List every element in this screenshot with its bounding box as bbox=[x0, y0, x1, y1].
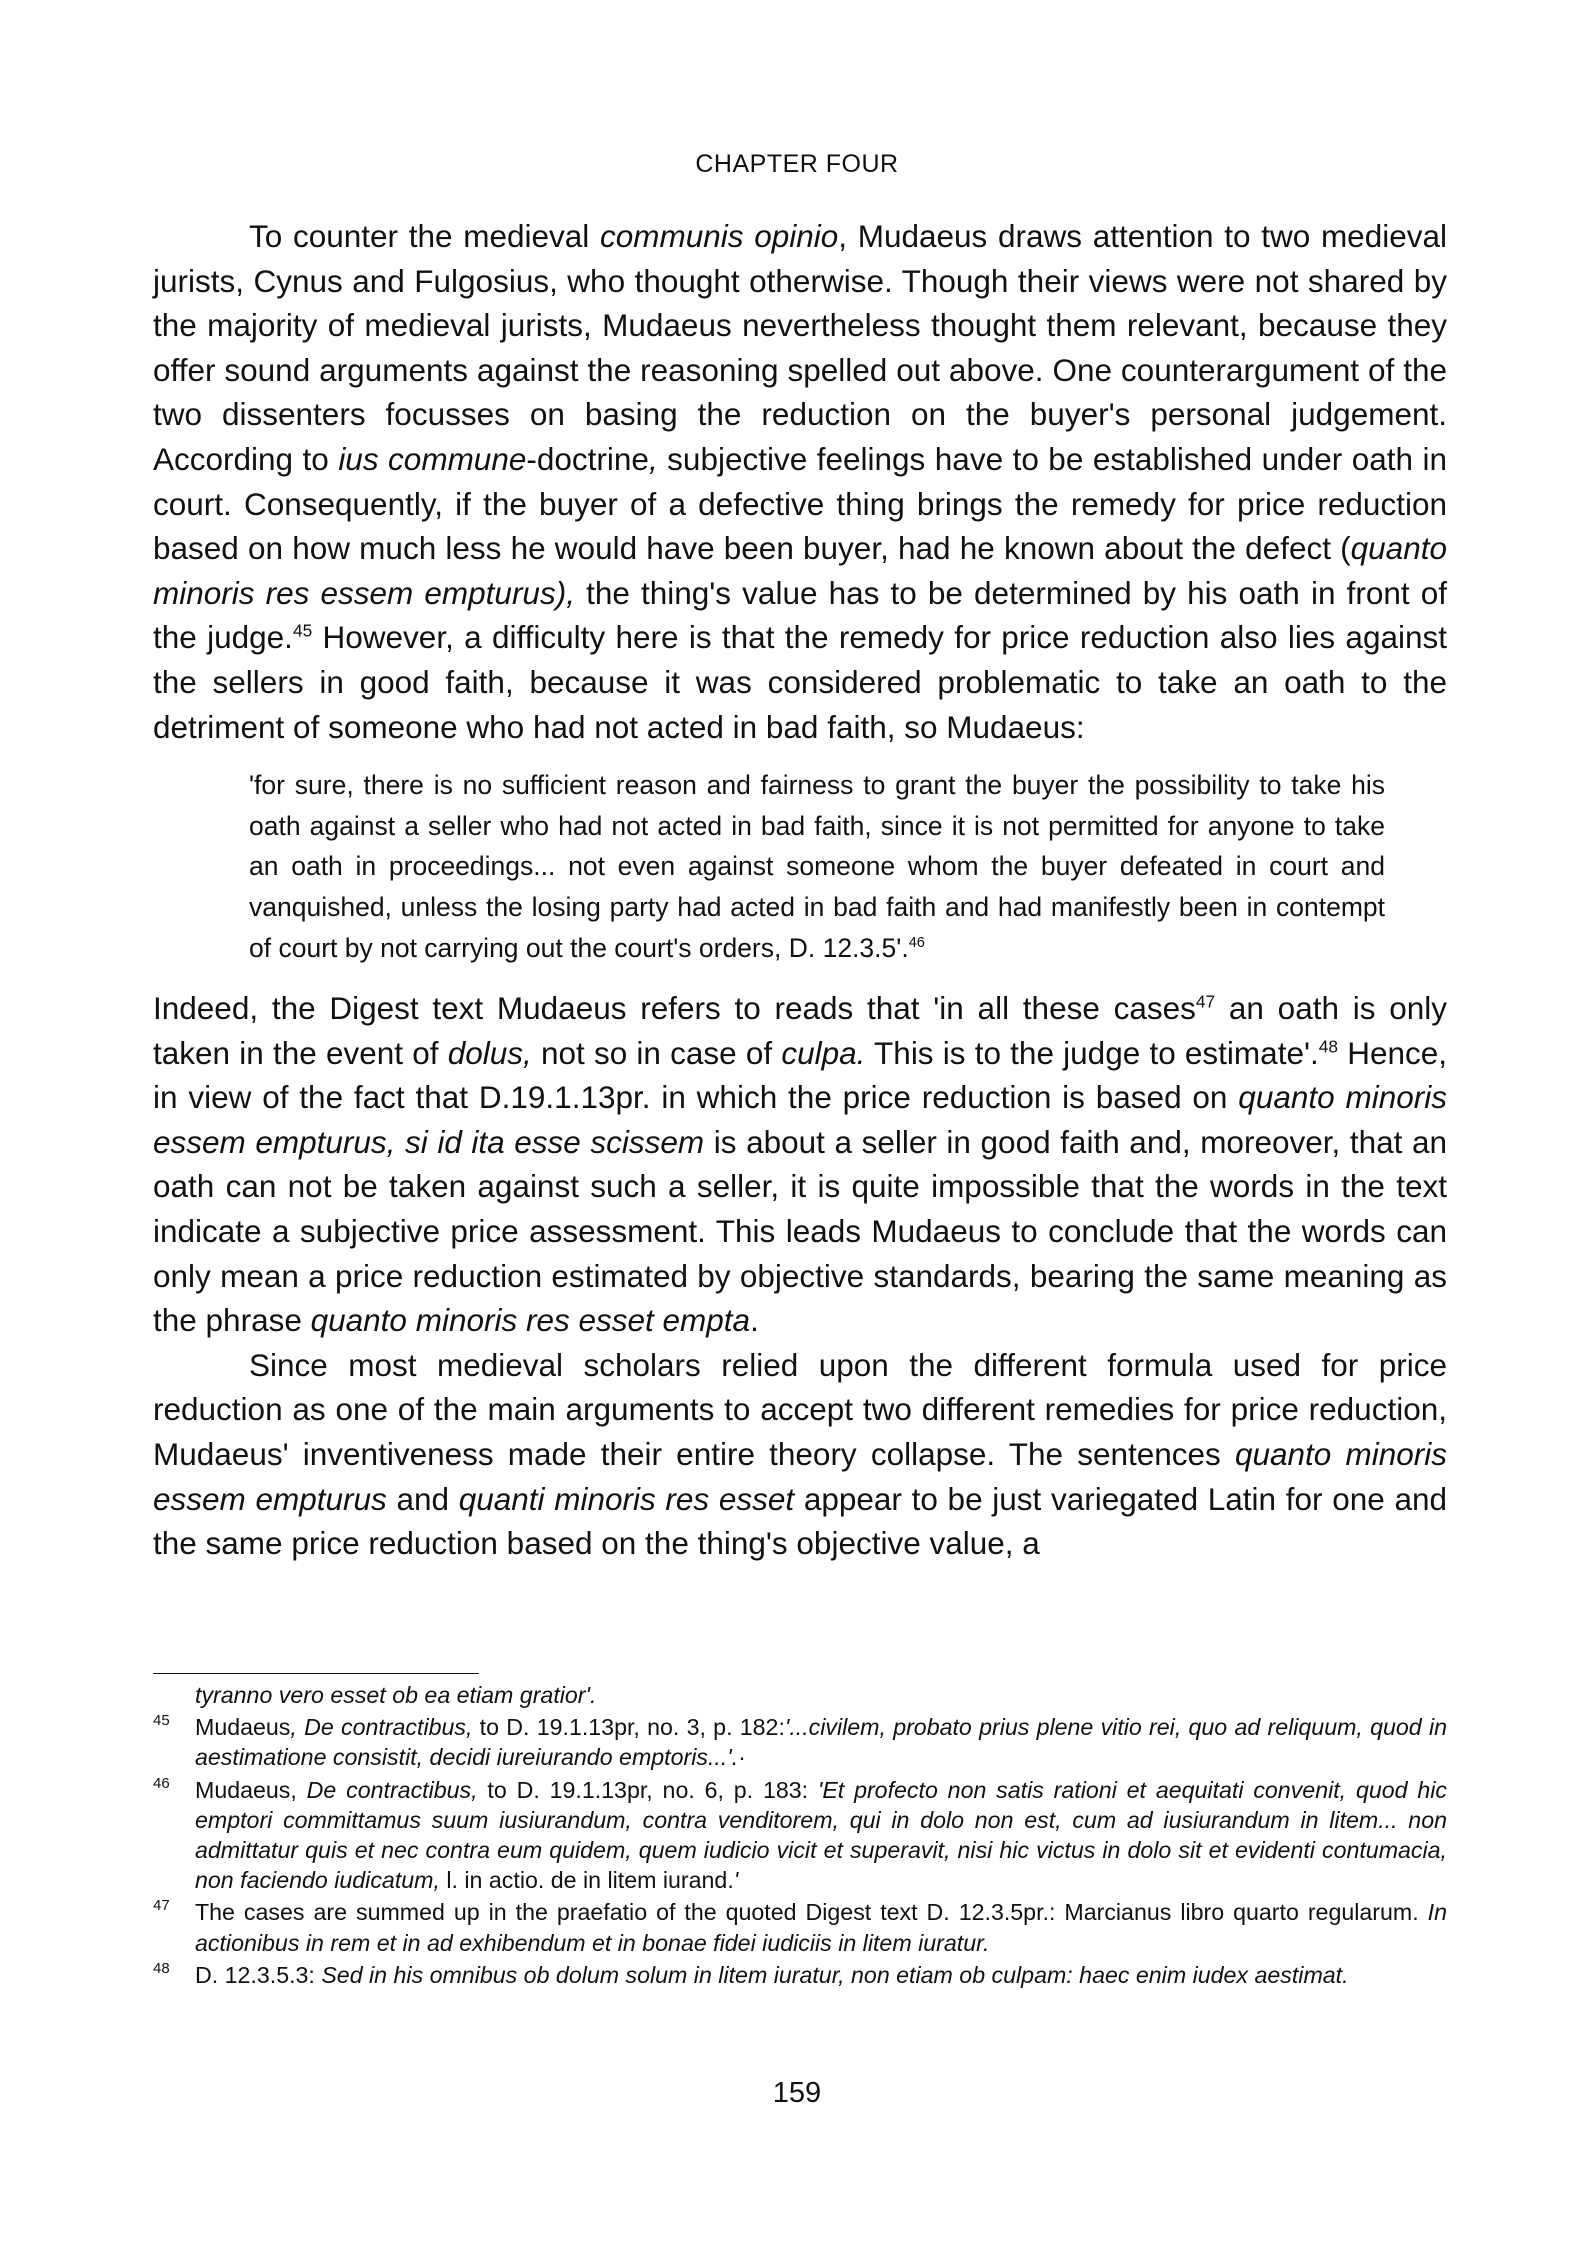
quote-text: 'for sure, there is no sufficient reason and fairness to grant the buyer the possibility to take his oath against a seller who had not acted in bad faith, since it is not permitted for anyone to take an oath in proceedings... not even against someone whom the buyer defeated in court and vanquished, unless the losing party had acted in bad faith and had manifestly been in contempt of court by not carrying out the court's orders, D. 12.3.5'. bbox=[249, 770, 1385, 963]
footnotes bbox=[153, 1680, 1447, 1992]
text-span: l. in actio. de in litem iurand. bbox=[439, 1867, 734, 1894]
italic-term: quanto minoris res esset empta bbox=[310, 1302, 751, 1339]
text-span: subjective feelings have to be established under oath in court. Consequently, if the buyer of a defective thing brings the remedy for price reduction based on how much less he would have been buyer, had he known about the defect ( bbox=[153, 440, 1448, 567]
text-span: · bbox=[738, 1744, 746, 1771]
text-span: to D. 19.1.13pr, no. 6, p. 183: bbox=[477, 1776, 818, 1803]
italic-term: , De contractibus, bbox=[290, 1714, 473, 1741]
footnote-ref[interactable]: 47 bbox=[1195, 991, 1216, 1012]
paragraph bbox=[153, 214, 1447, 749]
italic-term: dolus, bbox=[447, 1034, 532, 1071]
italic-term: De contractibus, bbox=[306, 1776, 478, 1803]
text-span: appear to be just variegated Latin for one and the same price reduction based on the thing's objective value, a bbox=[153, 1480, 1447, 1562]
footnote-number: 47 bbox=[153, 1897, 170, 1915]
page-number: 159 bbox=[772, 2077, 822, 2109]
text-span: The cases are summed up in the praefatio of the quoted Digest text D. 12.3.5pr.: Marcianus libro quarto regularum. bbox=[195, 1899, 1428, 1926]
text-span: D. 12.3.5.3: bbox=[195, 1961, 322, 1988]
italic-term: In actionibus in rem et in ad exhibendum et in bonae fidei iudiciis in litem iuratur. bbox=[195, 1899, 1447, 1956]
italic-term: ' bbox=[733, 1867, 739, 1894]
italic-term: ius commune bbox=[338, 440, 527, 477]
text-span: to D. 19.1.13pr, no. 3, p. 182: bbox=[472, 1714, 785, 1741]
text-span: an oath is only taken in the event of bbox=[153, 990, 1447, 1071]
footnote-number: 48 bbox=[153, 1959, 170, 1977]
text-span: To counter the medieval bbox=[249, 218, 600, 254]
text-span: Hence, in view of the fact that D.19.1.13pr. in which the price reduction is based on bbox=[153, 1034, 1448, 1116]
text-span: and bbox=[386, 1480, 459, 1517]
italic-term: , bbox=[648, 440, 658, 477]
italic-term: Sed in his omnibus ob dolum solum in litem iuratur, non etiam ob culpam: haec enim iudex aestimat. bbox=[321, 1961, 1349, 1988]
text-span: This is to the judge to estimate'. bbox=[865, 1034, 1319, 1071]
running-head: CHAPTER FOUR bbox=[695, 150, 899, 178]
text-span: the thing's value has to be determined by his oath in front of the judge. bbox=[153, 574, 1447, 656]
footnote-continued bbox=[153, 1680, 1447, 1710]
italic-term: quanto minoris essem empturus, si id ita esse scissem bbox=[153, 1079, 1447, 1160]
italic-term: tyranno vero esset ob ea etiam gratior'. bbox=[195, 1682, 597, 1708]
text-span: -doctrine bbox=[526, 440, 649, 477]
text-span: Mudaeus bbox=[195, 1714, 291, 1741]
text-span: . bbox=[750, 1302, 759, 1339]
paragraph bbox=[153, 1343, 1447, 1566]
italic-term: ), bbox=[555, 574, 575, 611]
footnote-46 bbox=[153, 1775, 1447, 1896]
footnote-48 bbox=[153, 1960, 1447, 1990]
italic-term: culpa. bbox=[781, 1034, 866, 1071]
footnote-number: 45 bbox=[153, 1712, 170, 1730]
footnote-47 bbox=[153, 1897, 1447, 1957]
text-span: Since most medieval scholars relied upon the different formula used for price reduction as one of the main arguments to accept two different remedies for price reduction, Mudaeus' inventiveness made their entire theory collapse. The sentences bbox=[153, 1346, 1447, 1473]
footnote-divider bbox=[153, 1673, 479, 1674]
body-text bbox=[153, 214, 1447, 1566]
footnote-ref[interactable]: 46 bbox=[908, 934, 925, 951]
footnote-45 bbox=[153, 1712, 1447, 1772]
text-span: Indeed, the Digest text Mudaeus refers to reads that 'in all these cases bbox=[153, 990, 1196, 1027]
paragraph bbox=[153, 986, 1447, 1343]
italic-term: quanto minoris res essem empturus bbox=[153, 530, 1447, 611]
footnote-ref[interactable]: 48 bbox=[1318, 1036, 1338, 1057]
text-span: Mudaeus, bbox=[195, 1776, 307, 1803]
italic-term: '...civilem, probato prius plene vitio rei, quo ad reliquum, quod in aestimatione consistit, decidi iureiurando emptoris...'. bbox=[195, 1714, 1447, 1771]
text-span: However, a difficulty here is that the remedy for price reduction also lies against the sellers in good faith, because it was considered problematic to take an oath to the detriment of someone who had not acted in bad faith, so Mudaeus: bbox=[153, 619, 1447, 745]
footnote-ref[interactable]: 45 bbox=[292, 620, 313, 641]
text-span: not so in case of bbox=[531, 1034, 782, 1071]
footnote-number: 46 bbox=[153, 1774, 170, 1792]
block-quote bbox=[249, 765, 1385, 968]
italic-term: quanti minoris res esset bbox=[458, 1480, 795, 1517]
text-span: , Mudaeus draws attention to two medieval jurists, Cynus and Fulgosius, who thought otherwise. Though their views were not shared by the majority of medieval jurists, Mudaeus nevertheless thought them relevant, because they offer sound arguments against the reasoning spelled out above. One counterargument of the two dissenters focusses on basing the reduction on the buyer's personal judgement. According to bbox=[153, 218, 1448, 477]
italic-term: communis opinio bbox=[599, 218, 839, 254]
italic-term: quanto minoris essem empturus bbox=[153, 1436, 1447, 1517]
text-span: is about a seller in good faith and, moreover, that an oath can not be taken against such a seller, it is quite impossible that the words in the text indicate a subjective price assessment. This leads Mudaeus to conclude that the words can only mean a price reduction estimated by objective standards, bearing the same meaning as the phrase bbox=[153, 1123, 1447, 1339]
italic-term: 'Et profecto non satis rationi et aequitati convenit, quod hic emptori committamus suum iusiurandum, contra venditorem, qui in dolo non est, cum ad iusiurandum in litem... non admittatur quis et nec contra eum quidem, quem iudicio vicit et superavit, nisi hic victus in dolo sit et evidenti contumacia, non faciendo iudicatum, bbox=[195, 1776, 1447, 1894]
